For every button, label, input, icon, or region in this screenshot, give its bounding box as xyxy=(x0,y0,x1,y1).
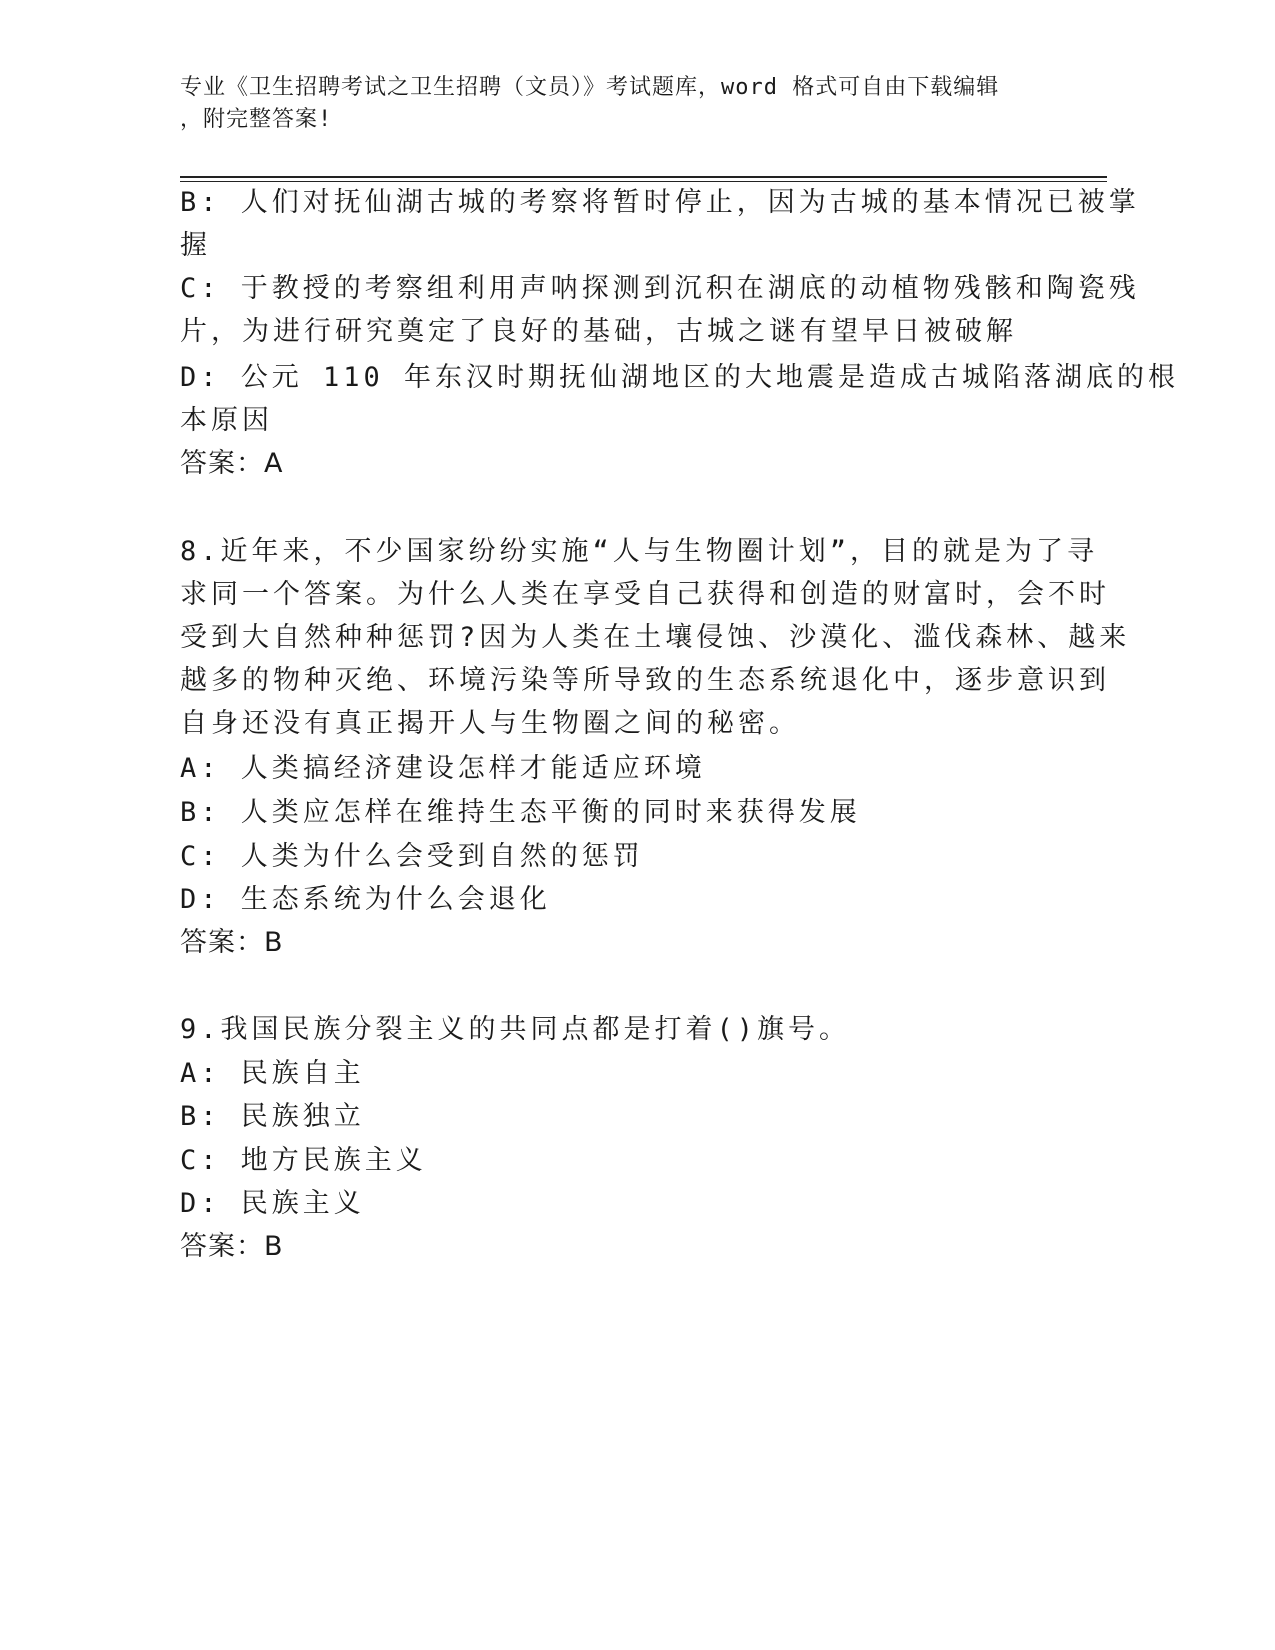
q9-option-c: C: 地方民族主义 xyxy=(180,1145,427,1176)
q7-answer: 答案：A xyxy=(180,448,284,479)
q8-option-a: A: 人类搞经济建设怎样才能适应环境 xyxy=(180,753,706,784)
q8-option-c: C: 人类为什么会受到自然的惩罚 xyxy=(180,841,644,872)
q8-stem-line-3: 受到大自然种种惩罚?因为人类在土壤侵蚀、沙漠化、滥伐森林、越来 xyxy=(180,622,1131,653)
q8-stem-line-4: 越多的物种灭绝、环境污染等所导致的生态系统退化中，逐步意识到 xyxy=(180,665,1110,696)
q7-option-d-line-2: 本原因 xyxy=(180,405,273,436)
q8-stem-line-5: 自身还没有真正揭开人与生物圈之间的秘密。 xyxy=(180,708,800,739)
q9-stem: 9.我国民族分裂主义的共同点都是打着()旗号。 xyxy=(180,1014,851,1045)
q9-option-a: A: 民族自主 xyxy=(180,1058,365,1089)
header-rule-thin xyxy=(180,181,1107,182)
q7-option-b-line-2: 握 xyxy=(180,230,211,261)
q8-stem-line-2: 求同一个答案。为什么人类在享受自己获得和创造的财富时，会不时 xyxy=(180,579,1110,610)
q8-option-b: B: 人类应怎样在维持生态平衡的同时来获得发展 xyxy=(180,797,861,828)
q8-option-d: D: 生态系统为什么会退化 xyxy=(180,884,551,915)
q8-answer: 答案：B xyxy=(180,927,284,958)
q9-option-b: B: 民族独立 xyxy=(180,1101,365,1132)
q8-stem-line-1: 8.近年来，不少国家纷纷实施“人与生物圈计划”，目的就是为了寻 xyxy=(180,536,1099,567)
q9-option-d: D: 民族主义 xyxy=(180,1188,365,1219)
document-header xyxy=(180,72,1040,136)
q7-option-b-line-1: B: 人们对抚仙湖古城的考察将暂时停止，因为古城的基本情况已被掌 xyxy=(180,187,1140,218)
q7-option-c-line-2: 片，为进行研究奠定了良好的基础，古城之谜有望早日被破解 xyxy=(180,316,1017,347)
header-line-1: 专业《卫生招聘考试之卫生招聘（文员）》考试题库，word 格式可自由下载编辑 xyxy=(180,75,1000,100)
header-line-2: ，附完整答案! xyxy=(180,107,333,132)
header-rule-thick xyxy=(180,176,1107,178)
q7-option-d-line-1: D: 公元 110 年东汉时期抚仙湖地区的大地震是造成古城陷落湖底的根 xyxy=(180,362,1180,393)
q9-answer: 答案：B xyxy=(180,1231,284,1262)
q7-option-c-line-1: C: 于教授的考察组利用声呐探测到沉积在湖底的动植物残骸和陶瓷残 xyxy=(180,273,1140,304)
